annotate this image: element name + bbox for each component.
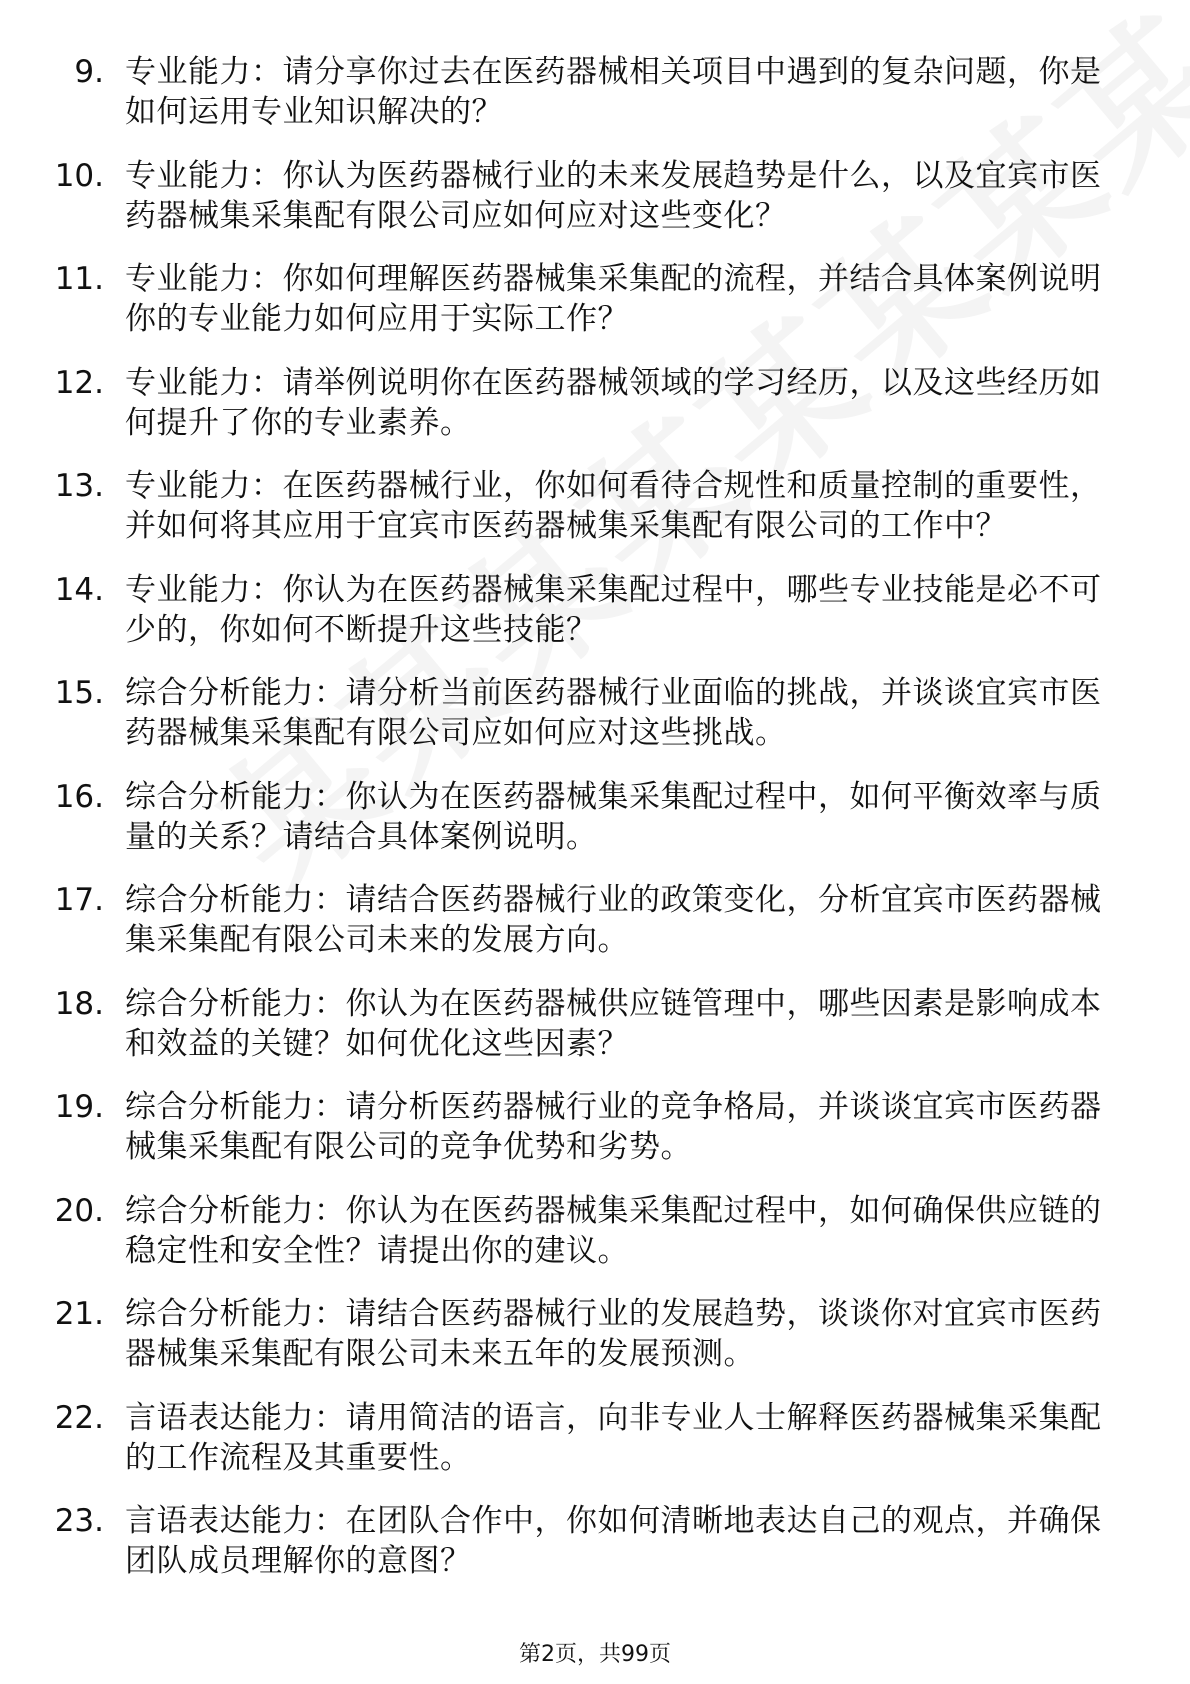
- item-text: 言语表达能力：请用简洁的语言，向非专业人士解释医药器械集采集配的工作流程及其重要性。: [125, 1399, 1102, 1476]
- list-item: [0, 1501, 1190, 1581]
- item-number: 11.: [54, 261, 104, 297]
- item-text: 综合分析能力：请结合医药器械行业的发展趋势，谈谈你对宜宾市医药器械集采集配有限公司未来五年的发展预测。: [125, 1296, 1102, 1372]
- item-number: 21.: [54, 1296, 104, 1332]
- list-item: [0, 1294, 1190, 1374]
- item-text: 专业能力：你认为医药器械行业的未来发展趋势是什么，以及宜宾市医药器械集采集配有限公司应如何应对这些变化？: [125, 157, 1102, 234]
- item-number: 22.: [54, 1399, 104, 1436]
- item-text: 综合分析能力：你认为在医药器械集采集配过程中，如何确保供应链的稳定性和安全性？请提出你的建议。: [125, 1192, 1102, 1269]
- item-text: 专业能力：你如何理解医药器械集采集配的流程，并结合具体案例说明你的专业能力如何应用于实际工作？: [125, 261, 1102, 337]
- item-number: 19.: [54, 1089, 104, 1125]
- item-number: 12.: [54, 364, 104, 401]
- list-item: [0, 673, 1190, 753]
- list-item: [0, 52, 1190, 132]
- item-text: 专业能力：你认为在医药器械集采集配过程中，哪些专业技能是必不可少的，你如何不断提升这些技能？: [125, 571, 1102, 648]
- list-item: [0, 777, 1190, 857]
- item-text: 专业能力：在医药器械行业，你如何看待合规性和质量控制的重要性，并如何将其应用于宜宾市医药器械集采集配有限公司的工作中？: [125, 468, 1102, 544]
- item-number: 10.: [54, 157, 104, 194]
- item-text: 专业能力：请分享你过去在医药器械相关项目中遇到的复杂问题，你是如何运用专业知识解决的？: [125, 54, 1102, 130]
- item-number: 16.: [54, 778, 104, 815]
- item-number: 17.: [54, 882, 104, 918]
- item-number: 14.: [54, 571, 104, 608]
- item-text: 综合分析能力：你认为在医药器械集采集配过程中，如何平衡效率与质量的关系？请结合具体案例说明。: [125, 778, 1102, 855]
- page-footer: 第2页，共99页: [519, 1642, 671, 1667]
- list-item: [0, 570, 1190, 650]
- list-item: [0, 259, 1190, 339]
- question-list: [0, 52, 1190, 1605]
- list-item: [0, 363, 1190, 443]
- item-text: 综合分析能力：你认为在医药器械供应链管理中，哪些因素是影响成本和效益的关键？如何优化这些因素？: [125, 985, 1102, 1062]
- list-item: [0, 1191, 1190, 1271]
- item-number: 9.: [74, 54, 104, 90]
- item-text: 综合分析能力：请分析当前医药器械行业面临的挑战，并谈谈宜宾市医药器械集采集配有限公司应如何应对这些挑战。: [125, 675, 1102, 751]
- list-item: [0, 156, 1190, 236]
- list-item: [0, 1398, 1190, 1478]
- item-number: 18.: [54, 985, 104, 1022]
- item-number: 13.: [54, 468, 104, 504]
- item-number: 15.: [54, 675, 104, 711]
- list-item: [0, 1087, 1190, 1167]
- list-item: [0, 984, 1190, 1064]
- item-text: 综合分析能力：请分析医药器械行业的竞争格局，并谈谈宜宾市医药器械集采集配有限公司的竞争优势和劣势。: [125, 1089, 1102, 1165]
- item-number: 20.: [54, 1192, 104, 1229]
- item-number: 23.: [54, 1503, 104, 1539]
- item-text: 综合分析能力：请结合医药器械行业的政策变化，分析宜宾市医药器械集采集配有限公司未来的发展方向。: [125, 882, 1102, 958]
- item-text: 专业能力：请举例说明你在医药器械领域的学习经历，以及这些经历如何提升了你的专业素养。: [125, 364, 1102, 441]
- list-item: [0, 466, 1190, 546]
- list-item: [0, 880, 1190, 960]
- item-text: 言语表达能力：在团队合作中，你如何清晰地表达自己的观点，并确保团队成员理解你的意图？: [125, 1503, 1102, 1579]
